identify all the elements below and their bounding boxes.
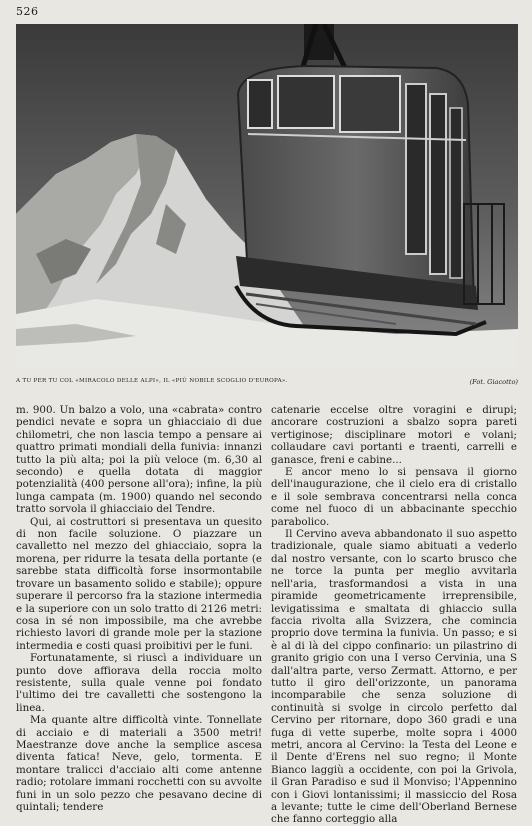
article-right-column — [271, 404, 517, 826]
photo-cable-car-cervino — [16, 24, 518, 370]
article-left-column — [16, 404, 262, 813]
article-paragraph: Qui, ai costruttori si presentava un quesito di non facile soluzione. O piazzare un cavalletto nel mezzo del ghiacciaio, sopra la morena, per ridurre la tesata della portante (e sarebbe stata difficoltà forse insormontabile trovare un basamento solido e stabile); oppure superare il percorso fra la stazione intermedia e la superiore con un solo tratto di 2126 metri: cosa in sé non impossibile, ma che avrebbe richiesto lavori di grande mole per la stazione intermedia e costi quasi proibitivi per le funi. — [16, 515, 262, 652]
page-number: 526 — [16, 5, 39, 18]
article-paragraph: Ma quante altre difficoltà vinte. Tonnellate di acciaio e di materiali a 3500 metri! Maestranze dove anche la semplice ascesa diventa fatica! Neve, gelo, tormenta. E montare tralicci d'acciaio alti come antenne radio; rotolare immani rocchetti con su avvolte funi in un solo pezzo che pesavano decine di quintali; tendere — [16, 714, 263, 813]
photo-caption — [16, 378, 518, 386]
photo-credit: (Fot. Giacotto) — [469, 378, 518, 386]
caption-text: A TU PER TU COL «MIRACOLO DELLE ALPI», IL «PIÙ NOBILE SCOGLIO D'EUROPA». — [16, 378, 288, 384]
article-paragraph: E ancor meno lo si pensava il giorno dell'inaugurazione, che il cielo era di cristallo e il sole sembrava concentrarsi nella conca come nel fuoco di un abbacinante specchio parabolico. — [271, 466, 517, 528]
article-paragraph: m. 900. Un balzo a volo, una «cabrata» contro pendici nevate e sopra un ghiacciaio di due chilometri, che non lascia tempo a pensare ai quattro primati mondiali della funivia: innanzi tutto la più alta; poi la più veloce (m. 6,30 al secondo) e quella dotata di maggior potenzialità (400 persone all'ora); infine, la più lunga campata (m. 1900) quando nel secondo tratto sorvola il ghiacciaio del Tendre. — [16, 404, 262, 516]
article-paragraph: Il Cervino aveva abbandonato il suo aspetto tradizionale, quale siamo abituati a vederlo dal nostro versante, con lo scarto brusco che ne torce la punta per meglio avvitarla nell'aria, trasformandosi a vista in una piramide geometricamente irreprensibile, levigatissima e smaltata di ghiaccio sulla faccia rivolta alla Svizzera, che comincia proprio dove termina la funivia. Un passo; e si è al di là del cippo confinario: un pilastrino di granito grigio con una I verso Cervinia, una S dall'altra parte, verso Zermatt. Attorno, e per tutto il giro dell'orizzonte, un panorama incomparabile che senza soluzione di continuità si svolge in circolo perfetto dal Cervino per ritornare, dopo 360 gradi e una fuga di vette superbe, molte sopra i 4000 metri, ancora al Cervino: la Testa del Leone e il Dente d'Erens nel suo regno; il Monte Bianco laggiù a occidente, con poi la Grivola, il Gran Paradiso e sud il Monviso; l'Appennino con i Giovi lontanissimi; il massiccio del Rosa a levante; tutte le cime dell'Oberland Bernese che fanno corteggio alla — [271, 528, 517, 826]
article-paragraph: Fortunatamente, si riuscì a individuare un punto dove affiorava della roccia molto resistente, sulla quale venne poi fondato l'ultimo dei tre cavalletti che sostengono la linea. — [16, 652, 262, 714]
cable-car-photo-illustration — [16, 24, 518, 370]
article-paragraph: catenarie eccelse oltre voragini e dirupi; ancorare costruzioni a sbalzo sopra pareti vertiginose; disciplinare motori e volani; collaudare cavi portanti e traenti, carrelli e ganasce, freni e cabine... — [271, 404, 517, 466]
